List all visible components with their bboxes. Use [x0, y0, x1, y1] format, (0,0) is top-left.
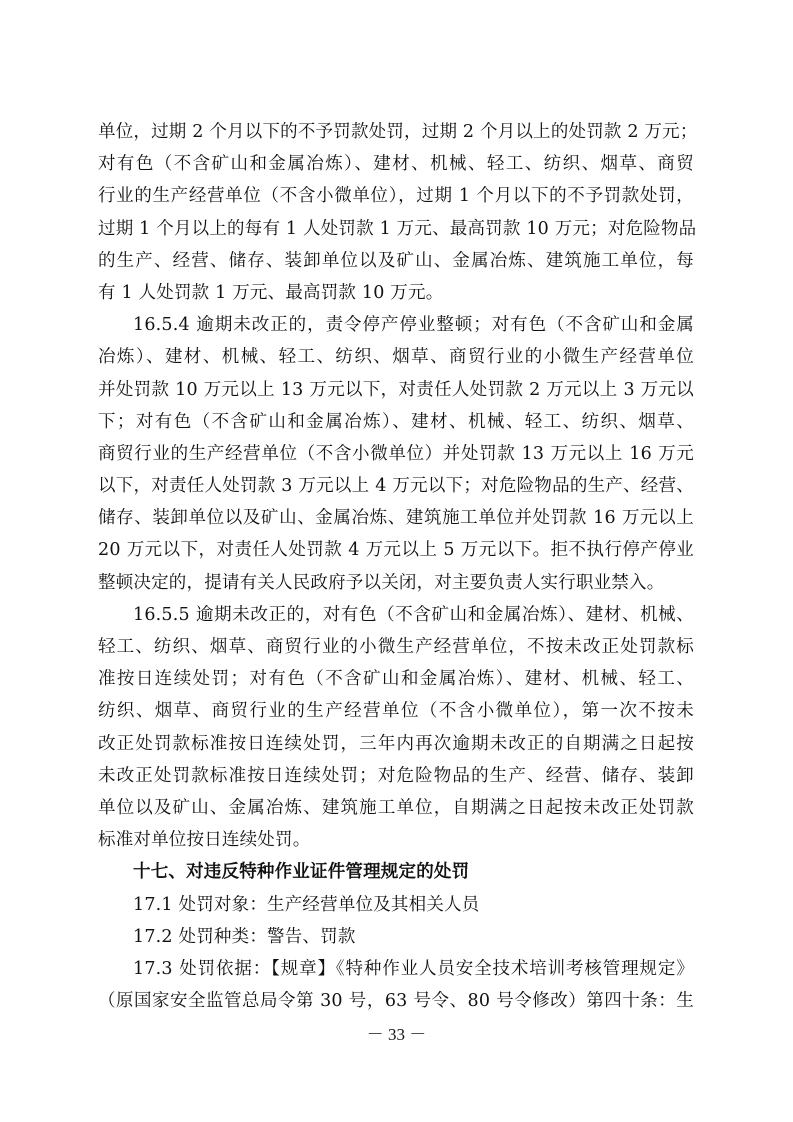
text-line: 储存、装卸单位以及矿山、金属冶炼、建筑施工单位并处罚款 16 万元以上 — [98, 508, 694, 529]
text-line: 冶炼）、建材、机械、轻工、纺织、烟草、商贸行业的小微生产经营单位 — [98, 347, 694, 368]
text-line: 单位以及矿山、金属冶炼、建筑施工单位，自期满之日起按未改正处罚款 — [98, 797, 694, 818]
text-line: 行业的生产经营单位（不含小微单位），过期 1 个月以下的不予罚款处罚， — [98, 186, 694, 207]
text-line: 过期 1 个月以上的每有 1 人处罚款 1 万元、最高罚款 10 万元；对危险物品 — [98, 218, 697, 239]
text-line: 的生产、经营、储存、装卸单位以及矿山、金属冶炼、建筑施工单位，每 — [98, 250, 694, 271]
document-body — [98, 116, 698, 1017]
text-line: 并处罚款 10 万元以上 13 万元以下，对责任人处罚款 2 万元以上 3 万元以 — [98, 379, 694, 400]
text-line: 20 万元以下，对责任人处罚款 4 万元以上 5 万元以下。拒不执行停产停业 — [98, 540, 694, 561]
text-line: 纺织、烟草、商贸行业的生产经营单位（不含小微单位），第一次不按未 — [98, 701, 694, 722]
text-line: 对有色（不含矿山和金属冶炼）、建材、机械、轻工、纺织、烟草、商贸 — [98, 154, 694, 175]
text-line: 17.1 处罚对象：生产经营单位及其相关人员 — [133, 894, 480, 915]
text-line: 17.3 处罚依据：【规章】《特种作业人员安全技术培训考核管理规定》 — [133, 958, 694, 979]
text-line: 未改正处罚款标准按日连续处罚；对危险物品的生产、经营、储存、装卸 — [98, 765, 694, 786]
text-line: 16.5.4 逾期未改正的，责令停产停业整顿；对有色（不含矿山和金属 — [133, 315, 694, 336]
text-line: 整顿决定的，提请有关人民政府予以关闭，对主要负责人实行职业禁入。 — [98, 572, 665, 593]
text-line: 改正处罚款标准按日连续处罚，三年内再次逾期未改正的自期满之日起按 — [98, 733, 694, 754]
text-line: （原国家安全监管总局令第 30 号，63 号令、80 号令修改）第四十条：生 — [98, 991, 694, 1012]
text-line: 准按日连续处罚；对有色（不含矿山和金属冶炼）、建材、机械、轻工、 — [98, 669, 694, 690]
text-line: 16.5.5 逾期未改正的，对有色（不含矿山和金属冶炼）、建材、机械、 — [133, 604, 694, 625]
section-heading: 十七、对违反特种作业证件管理规定的处罚 — [133, 862, 470, 883]
text-line: 17.2 处罚种类：警告、罚款 — [133, 926, 356, 947]
text-line: 下；对有色（不含矿山和金属冶炼）、建材、机械、轻工、纺织、烟草、 — [98, 411, 694, 432]
text-line: 单位，过期 2 个月以下的不予罚款处罚，过期 2 个月以上的处罚款 2 万元； — [98, 122, 698, 142]
page-number: － 33 － — [366, 1025, 427, 1044]
text-line: 以下，对责任人处罚款 3 万元以上 4 万元以下；对危险物品的生产、经营、 — [98, 476, 694, 497]
text-line: 商贸行业的生产经营单位（不含小微单位）并处罚款 13 万元以上 16 万元 — [98, 443, 694, 464]
text-line: 轻工、纺织、烟草、商贸行业的小微生产经营单位，不按未改正处罚款标 — [98, 637, 694, 657]
text-line: 标准对单位按日连续处罚。 — [98, 830, 311, 851]
text-line: 有 1 人处罚款 1 万元、最高罚款 10 万元。 — [98, 282, 444, 303]
